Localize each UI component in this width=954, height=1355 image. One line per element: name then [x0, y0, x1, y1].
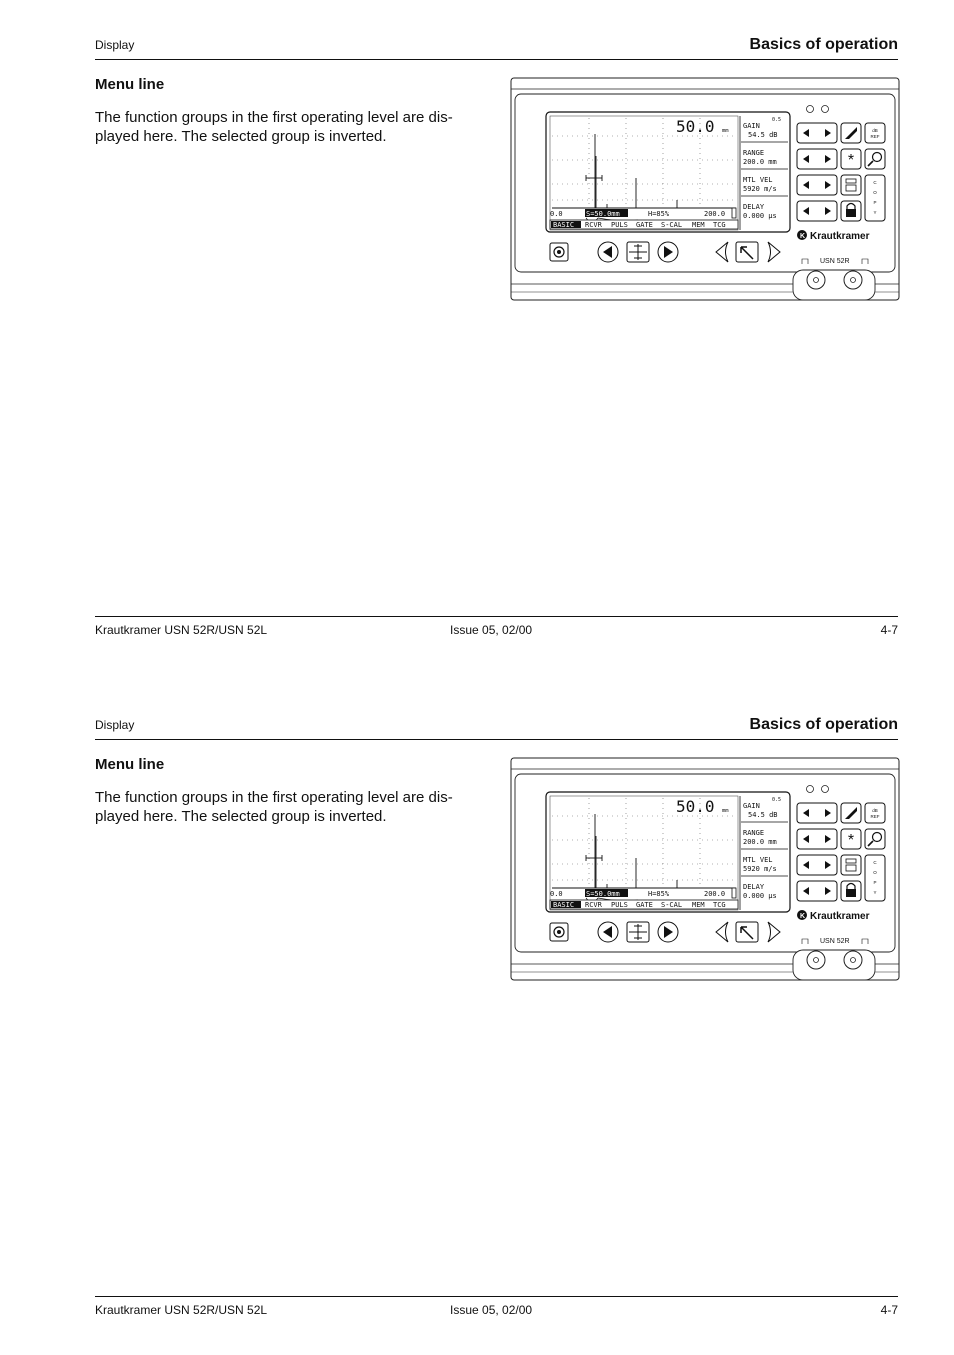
param-value-velocity: 5920 m/s: [743, 865, 777, 873]
footer-page-number: 4-7: [880, 623, 898, 637]
footer-page-number: 4-7: [880, 1303, 898, 1317]
body-line-2: played here. The selected group is inverted.: [95, 128, 387, 145]
db-ref-label-top: dB: [872, 808, 878, 813]
main-reading: 50.0: [676, 117, 715, 136]
svg-text:K: K: [800, 233, 806, 240]
gate-readout: S=50.0mm: [586, 890, 620, 898]
connector-housing: [793, 270, 875, 300]
param-value-delay: 0.000 µs: [743, 212, 777, 220]
param-value-gain: 54.5 dB: [748, 131, 778, 139]
param-value-range: 200.0 mm: [743, 838, 777, 846]
asterisk-icon: *: [847, 152, 855, 169]
manual-page: [0, 0, 954, 675]
amplitude-readout: H=85%: [648, 210, 670, 218]
param-label-delay: DELAY: [743, 203, 765, 211]
param-value-velocity: 5920 m/s: [743, 185, 777, 193]
menu-item-basic[interactable]: BASIC: [553, 221, 575, 229]
menu-item-scal[interactable]: S-CAL: [661, 221, 683, 229]
menu-item-gate[interactable]: GATE: [636, 901, 653, 909]
db-ref-key[interactable]: [865, 803, 885, 823]
body-line-1: The function groups in the first operating level are dis-: [95, 109, 453, 126]
connector-housing: [793, 950, 875, 980]
probe-socket-right[interactable]: [844, 271, 862, 289]
copy-letter: O: [873, 190, 877, 195]
param-label-velocity: MTL VEL: [743, 856, 773, 864]
param-label-gain: GAIN: [743, 122, 760, 130]
device-illustration: [510, 756, 900, 982]
device-illustration: [510, 76, 900, 302]
svg-text:K: K: [800, 913, 806, 920]
copy-letter: P: [873, 880, 877, 885]
probe-socket-left[interactable]: [807, 271, 825, 289]
main-reading: 50.0: [676, 797, 715, 816]
param-label-range: RANGE: [743, 149, 765, 157]
led-indicator: [807, 106, 814, 113]
param-label-delay: DELAY: [743, 883, 765, 891]
probe-socket-right[interactable]: [844, 951, 862, 969]
section-title: Menu line: [95, 76, 165, 93]
db-ref-key[interactable]: [865, 123, 885, 143]
menu-item-mem[interactable]: MEM: [692, 221, 705, 229]
param-value-gain: 54.5 dB: [748, 811, 778, 819]
copy-letter: Y: [873, 210, 877, 215]
scale-end: 200.0: [704, 210, 726, 218]
menu-item-tcg[interactable]: TCG: [713, 221, 726, 229]
param-value-delay: 0.000 µs: [743, 892, 777, 900]
menu-item-rcvr[interactable]: RCVR: [585, 221, 602, 229]
model-label: USN 52R: [820, 258, 850, 265]
body-line-1: The function groups in the first operating level are dis-: [95, 789, 453, 806]
param-label-velocity: MTL VEL: [743, 176, 773, 184]
menu-item-puls[interactable]: PULS: [611, 221, 628, 229]
instrument-front-panel: [510, 756, 900, 982]
menu-item-basic[interactable]: BASIC: [553, 901, 575, 909]
asterisk-icon: *: [847, 832, 855, 849]
model-label: USN 52R: [820, 938, 850, 945]
scale-end: 200.0: [704, 890, 726, 898]
brand-name: Krautkramer: [810, 911, 870, 922]
header-chapter: Basics of operation: [749, 716, 898, 733]
body-line-2: played here. The selected group is inverted.: [95, 808, 387, 825]
led-indicator: [807, 786, 814, 793]
db-ref-label-top: dB: [872, 128, 878, 133]
menu-item-gate[interactable]: GATE: [636, 221, 653, 229]
section-title: Menu line: [95, 756, 165, 773]
db-ref-label-bottom: REF: [870, 134, 880, 139]
scale-start: 0.0: [550, 210, 563, 218]
header-divider: [95, 59, 898, 60]
header-chapter: Basics of operation: [749, 36, 898, 53]
instrument-front-panel: [510, 76, 900, 302]
header-divider: [95, 739, 898, 740]
copy-letter: C: [873, 860, 877, 865]
body-paragraph: [95, 788, 480, 826]
probe-socket-left[interactable]: [807, 951, 825, 969]
gain-step: 0.5: [772, 117, 782, 123]
footer-divider: [95, 1296, 898, 1297]
battery-icon: [732, 888, 736, 898]
menu-item-puls[interactable]: PULS: [611, 901, 628, 909]
brand-name: Krautkramer: [810, 231, 870, 242]
scale-start: 0.0: [550, 890, 563, 898]
header-section: Display: [95, 718, 135, 732]
copy-letter: C: [873, 180, 877, 185]
db-ref-label-bottom: REF: [870, 814, 880, 819]
footer-issue: Issue 05, 02/00: [450, 1303, 533, 1317]
copy-letter: O: [873, 870, 877, 875]
gain-step: 0.5: [772, 797, 782, 803]
footer-divider: [95, 616, 898, 617]
led-indicator: [822, 786, 829, 793]
body-paragraph: [95, 108, 480, 146]
copy-letter: Y: [873, 890, 877, 895]
header-section: Display: [95, 38, 135, 52]
footer-product: Krautkramer USN 52R/USN 52L: [95, 1303, 268, 1317]
battery-icon: [732, 208, 736, 218]
led-indicator: [822, 106, 829, 113]
param-label-range: RANGE: [743, 829, 765, 837]
gate-readout: S=50.0mm: [586, 210, 620, 218]
menu-item-rcvr[interactable]: RCVR: [585, 901, 602, 909]
menu-item-mem[interactable]: MEM: [692, 901, 705, 909]
param-value-range: 200.0 mm: [743, 158, 777, 166]
amplitude-readout: H=85%: [648, 890, 670, 898]
reading-unit: mm: [722, 808, 729, 814]
menu-item-tcg[interactable]: TCG: [713, 901, 726, 909]
menu-item-scal[interactable]: S-CAL: [661, 901, 683, 909]
param-label-gain: GAIN: [743, 802, 760, 810]
footer-product: Krautkramer USN 52R/USN 52L: [95, 623, 268, 637]
manual-page: [0, 680, 954, 1355]
copy-letter: P: [873, 200, 877, 205]
footer-issue: Issue 05, 02/00: [450, 623, 533, 637]
reading-unit: mm: [722, 128, 729, 134]
